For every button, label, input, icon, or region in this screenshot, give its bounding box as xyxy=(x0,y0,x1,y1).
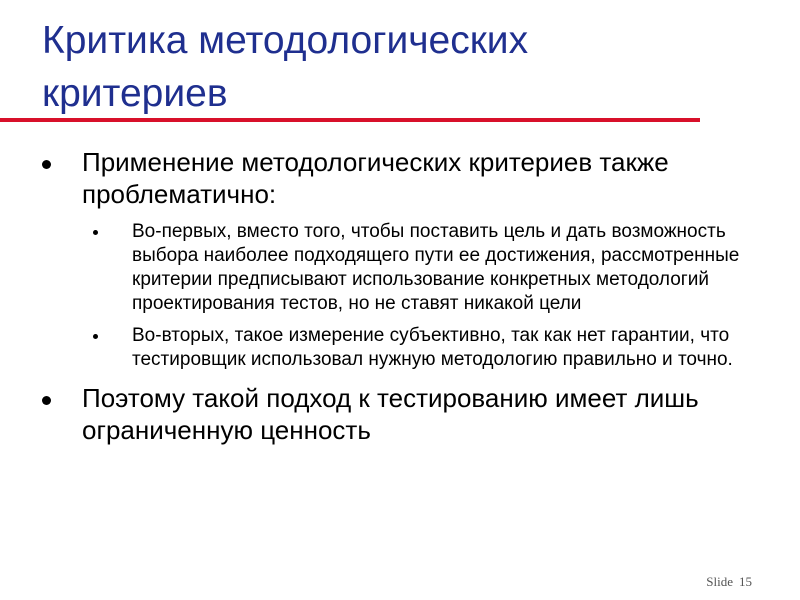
bullet-text: Поэтому такой подход к тестированию имеет лишь ограниченную ценность xyxy=(82,383,699,445)
subbullet-text: Во-вторых, такое измерение субъективно, так как нет гарантии, что тестировщик использовал нужную методологию правильно и точно. xyxy=(132,325,733,370)
slide-number: 15 xyxy=(739,574,752,589)
bullet-item xyxy=(82,382,762,446)
slide-footer xyxy=(706,574,752,590)
slide-content xyxy=(0,146,800,446)
subbullet-dot-icon xyxy=(93,334,98,339)
bullet-item xyxy=(82,146,762,210)
bullet-dot-icon xyxy=(42,396,51,405)
subbullet-item xyxy=(132,324,752,372)
slide-title: Критика методологических критериев xyxy=(42,19,529,115)
bullet-dot-icon xyxy=(42,160,51,169)
bullet-text: Применение методологических критериев также проблематично: xyxy=(82,147,669,209)
subbullet-item xyxy=(132,220,752,316)
subbullet-dot-icon xyxy=(93,230,98,235)
slide-label: Slide xyxy=(706,574,733,589)
title-underline xyxy=(0,118,700,122)
subbullet-text: Во-первых, вместо того, чтобы поставить цель и дать возможность выбора наиболее подходящего пути ее достижения, рассмотренные критерии предписывают использование конкретных методологий проектирования тестов, но не ставят никакой цели xyxy=(132,221,740,314)
